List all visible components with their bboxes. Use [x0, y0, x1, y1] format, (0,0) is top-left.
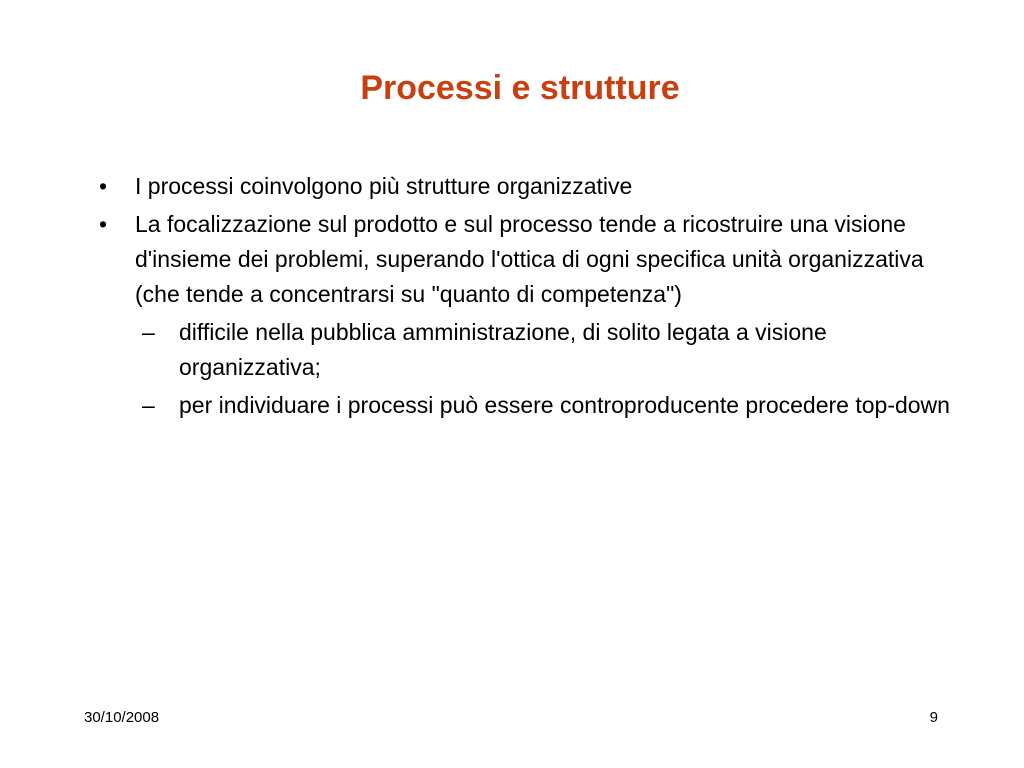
slide-title: Processi e strutture: [360, 69, 680, 107]
sub-bullet-item: [97, 315, 967, 385]
bullet-item: [97, 169, 967, 204]
footer-date: 30/10/2008: [84, 709, 160, 726]
footer-page-number: 9: [929, 709, 938, 726]
bullet-text: La focalizzazione sul prodotto e sul processo tende a ricostruire una visione d'insieme dei problemi, superando l'ottica di ogni specifica unità organizzativa (che tende a concentrarsi su "quanto di competenza"): [135, 211, 924, 307]
bullet-text: I processi coinvolgono più strutture organizzative: [135, 173, 633, 199]
sub-bullet-text: per individuare i processi può essere controproducente procedere top-down: [179, 392, 950, 418]
bullet-marker: •: [99, 211, 108, 237]
sub-bullet-text: difficile nella pubblica amministrazione, di solito legata a visione organizzativa;: [179, 319, 827, 380]
bullet-marker: •: [99, 173, 108, 199]
bullet-item: [97, 207, 967, 312]
slide-content: [97, 169, 967, 426]
sub-bullet-item: [97, 388, 967, 423]
sub-bullet-marker: –: [142, 319, 155, 345]
sub-bullet-marker: –: [142, 392, 155, 418]
